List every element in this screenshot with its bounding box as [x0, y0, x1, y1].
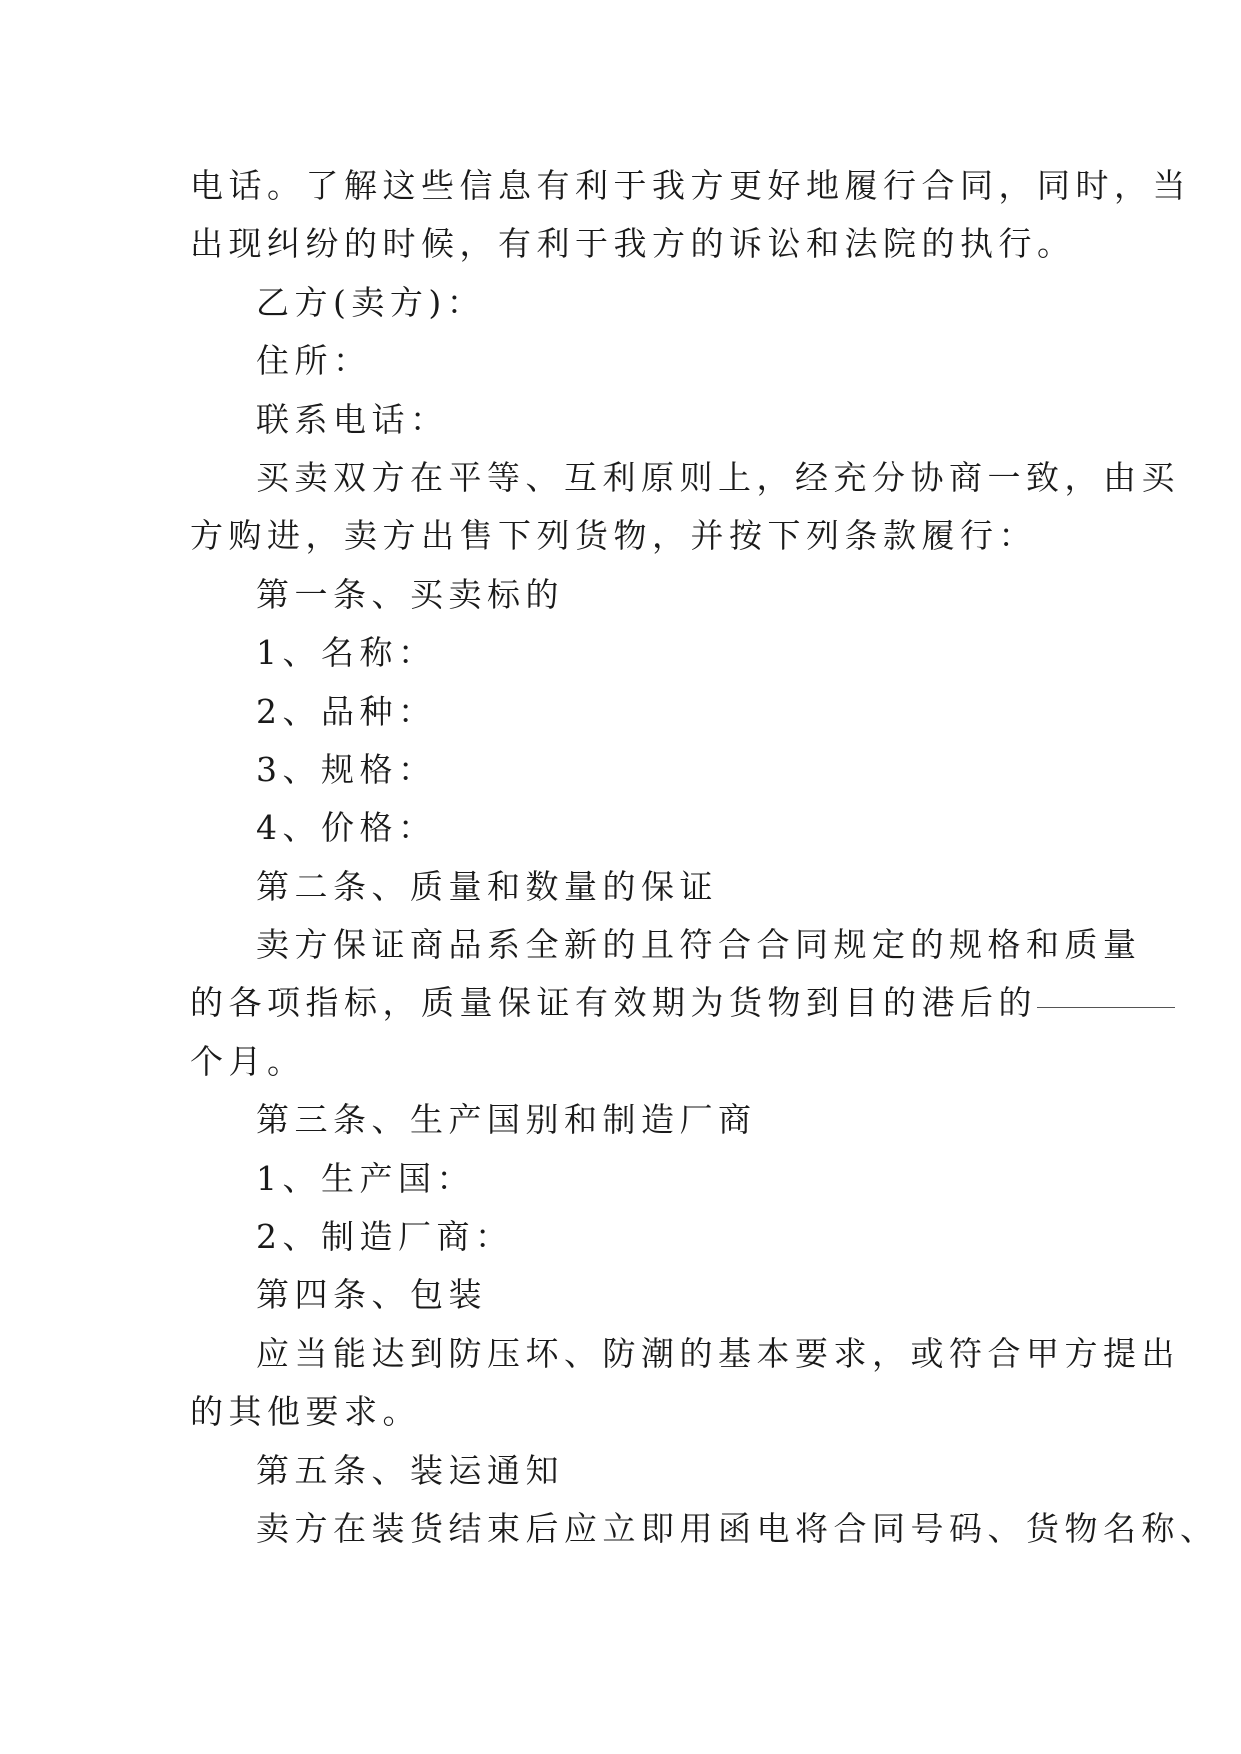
paragraph-line-with-blank: [190, 974, 1052, 1032]
paragraph-line: 的其他要求。: [190, 1392, 421, 1432]
paragraph-text: 的各项指标，质量保证有效期为货物到目的港后的: [190, 983, 1037, 1023]
address-label: 住所：: [256, 341, 372, 381]
article-heading: 第四条、包装: [256, 1275, 487, 1315]
paragraph-line: 应当能达到防压坏、防潮的基本要求，或符合甲方提出: [256, 1333, 1180, 1373]
list-item: 2、品种：: [256, 691, 437, 731]
list-item: 2、制造厂商：: [256, 1217, 514, 1257]
paragraph-line: 买卖双方在平等、互利原则上，经充分协商一致，由买: [256, 457, 1180, 497]
article-heading: 第一条、买卖标的: [256, 574, 564, 614]
list-item: 1、生产国：: [256, 1158, 475, 1198]
article-heading: 第五条、装运通知: [256, 1450, 564, 1490]
article-heading: 第三条、生产国别和制造厂商: [256, 1100, 757, 1140]
paragraph-line: 卖方保证商品系全新的且符合合同规定的规格和质量: [256, 925, 1142, 965]
list-item: 1、名称：: [256, 633, 437, 673]
paragraph-line: 电话。了解这些信息有利于我方更好地履行合同，同时，当: [190, 166, 1191, 205]
paragraph-line: 方购进，卖方出售下列货物，并按下列条款履行：: [190, 516, 1037, 556]
paragraph-line: 出现纠纷的时候，有利于我方的诉讼和法院的执行。: [190, 224, 1076, 264]
paragraph-line: 个月。: [190, 1041, 306, 1081]
phone-label: 联系电话：: [256, 399, 449, 439]
document-body: [190, 157, 1219, 1558]
paragraph-line: 卖方在装货结束后应立即用函电将合同号码、货物名称、: [256, 1508, 1219, 1548]
fill-in-blank: [1037, 1006, 1175, 1008]
seller-label: 乙方(卖方)：: [256, 282, 486, 322]
article-heading: 第二条、质量和数量的保证: [256, 866, 718, 906]
list-item: 4、价格：: [256, 808, 437, 848]
list-item: 3、规格：: [256, 749, 437, 789]
